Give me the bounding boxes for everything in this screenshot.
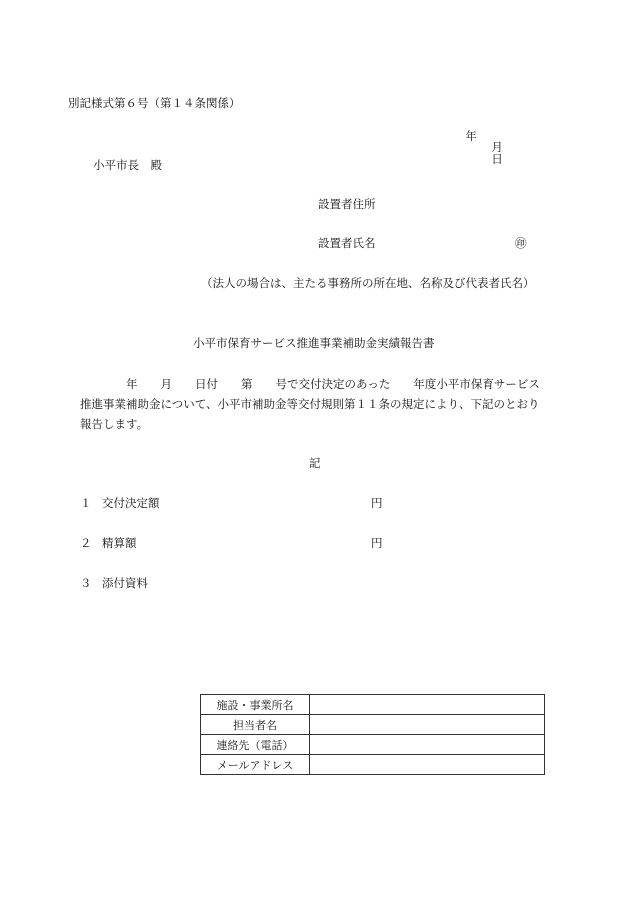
ki-heading: 記 xyxy=(309,456,321,470)
addressee: 小平市長 殿 xyxy=(93,158,162,172)
body-line: 報告します。 xyxy=(80,417,149,431)
contact-table xyxy=(200,694,545,775)
report-body xyxy=(80,374,552,434)
date-day: 日 xyxy=(491,151,503,166)
table-row xyxy=(201,755,545,775)
date-month: 月 xyxy=(491,140,503,154)
item-number: ２ xyxy=(80,536,92,550)
item-label: 交付決定額 xyxy=(102,496,160,510)
seal-mark: ㊞ xyxy=(515,236,527,250)
document-title: 小平市保育サービス推進事業補助金実績報告書 xyxy=(193,336,435,350)
facility-name-label: 施設・事業所名 xyxy=(201,695,310,715)
item-number: ３ xyxy=(80,576,92,590)
email-label: メールアドレス xyxy=(201,755,310,775)
item-label: 添付資料 xyxy=(102,576,148,590)
table-row xyxy=(201,715,545,735)
body-line: 年 月 日付 第 号で交付決定のあった 年度小平市保育サービス xyxy=(80,377,540,391)
table-row xyxy=(201,735,545,755)
date-year: 年 xyxy=(465,128,477,143)
body-line: 推進事業補助金について、小平市補助金等交付規則第１１条の規定により、下記のとおり xyxy=(80,397,540,411)
person-in-charge-label: 担当者名 xyxy=(201,715,310,735)
phone-label: 連絡先（電話） xyxy=(201,735,310,755)
email-field[interactable] xyxy=(310,755,545,775)
installer-name-label: 設置者氏名 xyxy=(318,236,376,250)
item-unit: 円 xyxy=(371,536,383,550)
item-label: 精算額 xyxy=(102,536,137,550)
form-number: 別記様式第６号（第１４条関係） xyxy=(68,96,241,110)
item-unit: 円 xyxy=(371,496,383,510)
phone-field[interactable] xyxy=(310,735,545,755)
installer-address-label: 設置者住所 xyxy=(318,197,376,211)
facility-name-field[interactable] xyxy=(310,695,545,715)
corporate-note: （法人の場合は、主たる事務所の所在地、名称及び代表者氏名） xyxy=(201,276,535,290)
table-row xyxy=(201,695,545,715)
date-line xyxy=(458,119,503,165)
item-number: １ xyxy=(80,496,92,510)
person-in-charge-field[interactable] xyxy=(310,715,545,735)
